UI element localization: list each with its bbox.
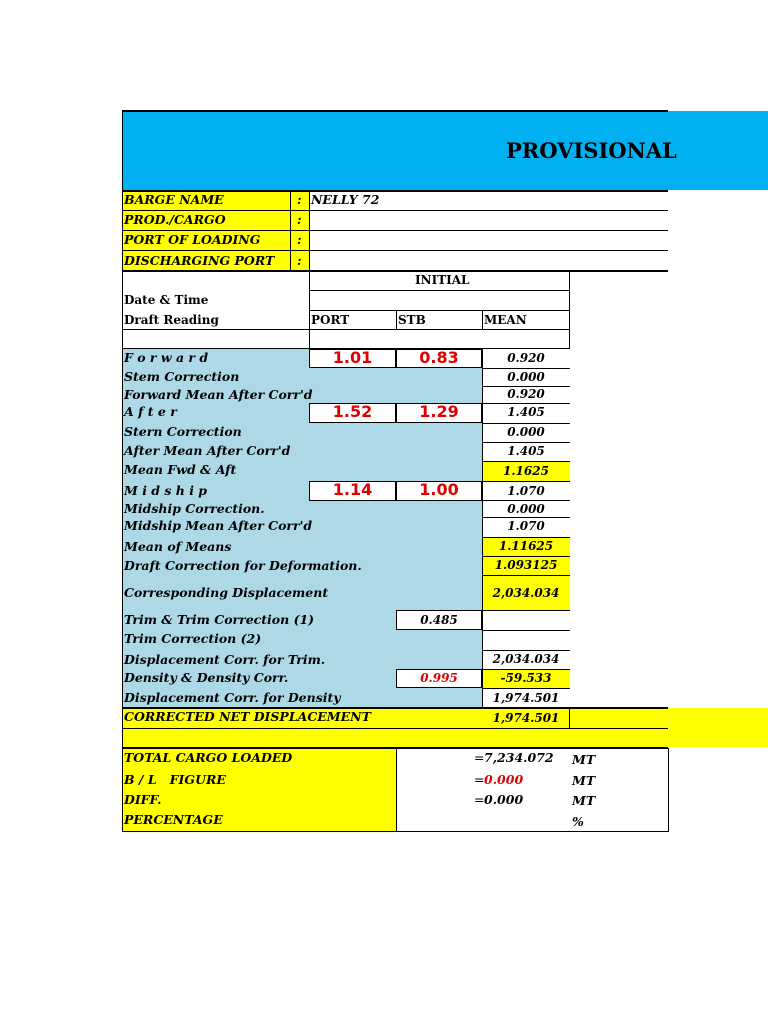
bl-value: 0.000: [484, 772, 524, 787]
date-time-label: Date & Time: [124, 293, 209, 307]
line: [396, 748, 397, 832]
line: [482, 481, 570, 482]
midship-port-value: 1.14: [332, 480, 373, 499]
colon-1: :: [297, 192, 302, 207]
line: [569, 708, 570, 729]
midship-mean-value: 1.070: [507, 484, 545, 498]
line: [482, 537, 570, 538]
port-header: PORT: [311, 313, 350, 327]
density-label: Density & Density Corr.: [124, 670, 289, 685]
line: [482, 500, 570, 501]
line: [482, 461, 570, 462]
line: [482, 688, 570, 689]
colon-3: :: [297, 232, 302, 247]
density-stb-value: 0.995: [420, 671, 458, 685]
stem-correction-value: 0.000: [507, 370, 545, 384]
line: [122, 111, 123, 832]
draft-reading-label: Draft Reading: [124, 313, 219, 327]
discharging-port-label: DISCHARGING PORT: [124, 253, 275, 268]
page-title: PROVISIONAL: [506, 138, 677, 163]
forward-port-value: 1.01: [332, 348, 373, 367]
line: [122, 728, 668, 729]
line: [482, 630, 570, 631]
line: [309, 310, 570, 311]
line: [309, 290, 570, 291]
line: [482, 368, 570, 369]
stb-header: STB: [398, 313, 426, 327]
line: [122, 230, 668, 231]
forward-label: F o r w a r d: [124, 350, 209, 365]
trim2-label: Trim Correction (2): [124, 631, 262, 646]
after-label: A f t e r: [124, 404, 177, 419]
line: [482, 386, 570, 387]
line: [482, 442, 570, 443]
diff-eq: =: [474, 792, 485, 807]
total-value: 7,234.072: [484, 750, 554, 765]
bl-unit: MT: [572, 773, 596, 788]
deformation-label: Draft Correction for Deformation.: [124, 558, 362, 573]
after-port-value: 1.52: [332, 402, 373, 421]
midship-mean-after-value: 1.070: [507, 519, 545, 533]
mean-of-means-label: Mean of Means: [124, 539, 232, 554]
percentage-label: PERCENTAGE: [124, 812, 223, 827]
port-of-loading-label: PORT OF LOADING: [124, 232, 261, 247]
stern-correction-label: Stern Correction: [124, 424, 242, 439]
total-eq: =: [474, 750, 485, 765]
diff-value: 0.000: [484, 792, 524, 807]
density-mean-value: -59.533: [500, 671, 552, 685]
line: [482, 610, 570, 611]
net-displacement-label: CORRECTED NET DISPLACEMENT: [124, 709, 371, 724]
disp-trim-label: Displacement Corr. for Trim.: [124, 652, 326, 667]
line: [482, 669, 570, 670]
colon-4: :: [297, 253, 302, 268]
stern-correction-value: 0.000: [507, 425, 545, 439]
disp-trim-value: 2,034.034: [492, 652, 560, 666]
line: [396, 310, 397, 330]
barge-name-label: BARGE NAME: [124, 192, 224, 207]
line: [668, 748, 669, 832]
line: [482, 575, 570, 576]
line: [482, 423, 570, 424]
initial-header: INITIAL: [415, 273, 470, 287]
forward-mean-after-label: Forward Mean After Corr'd: [124, 387, 313, 402]
forward-mean-value: 0.920: [507, 351, 545, 365]
deformation-value: 1.093125: [494, 558, 558, 572]
line: [290, 190, 291, 271]
prod-cargo-label: PROD./CARGO: [124, 212, 226, 227]
disp-density-value: 1,974.501: [492, 691, 560, 705]
line: [482, 349, 483, 729]
line: [482, 650, 570, 651]
line: [482, 310, 483, 330]
midship-correction-label: Midship Correction.: [124, 501, 265, 516]
line: [122, 210, 668, 211]
trim1-label: Trim & Trim Correction (1): [124, 612, 315, 627]
forward-mean-after-value: 0.920: [507, 387, 545, 401]
colon-2: :: [297, 212, 302, 227]
line: [482, 556, 570, 557]
mean-fwd-aft-label: Mean Fwd & Aft: [124, 462, 237, 477]
title-band-right: [668, 111, 768, 190]
mean-fwd-aft-value: 1.1625: [503, 464, 549, 478]
line: [309, 190, 310, 271]
midship-correction-value: 0.000: [507, 502, 545, 516]
line: [309, 270, 310, 350]
midship-label: M i d s h i p: [124, 483, 208, 498]
after-mean-after-label: After Mean After Corr'd: [124, 443, 291, 458]
line: [482, 403, 570, 404]
total-unit: MT: [572, 752, 596, 767]
mean-header: MEAN: [484, 313, 527, 327]
net-displacement-value: 1,974.501: [492, 711, 560, 725]
barge-name-value: NELLY 72: [311, 192, 380, 207]
after-mean-after-value: 1.405: [507, 444, 545, 458]
line: [122, 250, 668, 251]
after-mean-value: 1.405: [507, 405, 545, 419]
bl-eq: =: [474, 772, 485, 787]
forward-stb-value: 0.83: [419, 348, 459, 367]
corresponding-displacement-label: Corresponding Displacement: [124, 585, 329, 600]
midship-mean-label: Midship Mean After Corr'd: [124, 518, 313, 533]
diff-unit: MT: [572, 793, 596, 808]
bl-figure-label: B / L FIGURE: [124, 772, 226, 787]
disp-density-label: Displacement Corr. for Density: [124, 690, 341, 705]
mean-of-means-value: 1.11625: [498, 539, 554, 553]
diff-label: DIFF.: [124, 792, 162, 807]
line: [122, 831, 668, 832]
line: [122, 190, 668, 192]
stem-correction-label: Stem Correction: [124, 369, 240, 384]
trim1-stb-value: 0.485: [420, 613, 458, 627]
percentage-unit: %: [572, 814, 584, 829]
line: [122, 270, 668, 272]
line: [482, 517, 570, 518]
total-cargo-label: TOTAL CARGO LOADED: [124, 750, 293, 765]
line: [122, 329, 570, 330]
midship-stb-value: 1.00: [419, 480, 459, 499]
corresponding-displacement-value: 2,034.034: [492, 586, 560, 600]
line: [122, 110, 668, 112]
after-stb-value: 1.29: [419, 402, 459, 421]
